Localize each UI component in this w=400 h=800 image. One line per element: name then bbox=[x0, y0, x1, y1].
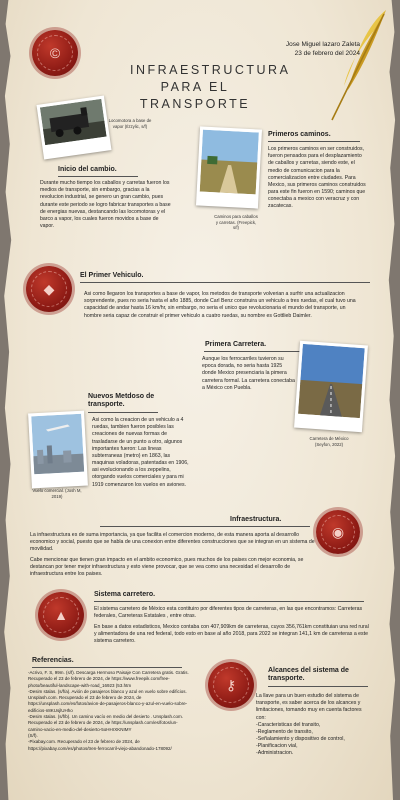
section-heading-alcances: Alcances del sistema de transporte. bbox=[268, 667, 349, 683]
highway-photo bbox=[294, 341, 368, 433]
section-body-carretera: Aunque los ferrocarriles tuvieron su epoca dorada, no seria hasta 1925 donde Mexico presenciaria la pimera carretera formal. La carretera conectaba a México con Puebla. bbox=[202, 356, 295, 391]
author-name: Jose Miguel lazaro Zaleta bbox=[285, 41, 360, 48]
section-heading-nuevos: Nuevos Metdoso de transporte. bbox=[88, 393, 155, 409]
horse-road-caption: Caminos para caballos y carretas. (Freepick, s/f) bbox=[214, 214, 258, 231]
page-title: INFRAESTRUCTURA PARA EL TRANSPORTE bbox=[130, 63, 291, 111]
section-heading-carretera: Primera Carretera. bbox=[205, 341, 267, 348]
horse-road-photo bbox=[196, 126, 262, 208]
highway-caption: Carretera de México (Seyfon, 2022) bbox=[309, 436, 349, 447]
publish-date: 23 de febrero del 2024 bbox=[294, 50, 360, 58]
heading-underline bbox=[88, 412, 158, 413]
arrow-seal-icon: ▲ bbox=[38, 592, 84, 638]
list-item: -Administracion. bbox=[256, 750, 294, 757]
locomotive-photo bbox=[37, 96, 112, 160]
heading-underline bbox=[268, 141, 360, 142]
list-item: -Caracteristicas del transito, bbox=[256, 721, 321, 728]
section-body-infra-2: Cabe mencionar que tienen gran impacto en el ambito economico, pues muchos de los paises con mejor economia, se destancan por tener mejor infraestructura y esto viene provocar, que se vea como una necesidad el desarrollo de infraestructura entre los paises. bbox=[30, 557, 304, 578]
key-seal-icon: ⚷ bbox=[208, 662, 254, 708]
list-item: -Planificacion vial, bbox=[256, 743, 298, 750]
airplane-photo bbox=[28, 411, 88, 489]
section-body-sistema-2: En base a datos estadisticos, Mexico contaba con 407,909km de carreteras, cuyos 356,761km constituian una red rural y alimentadora de una red federal, todo esto en base al año 2018, para 2022 se integran 141,1 km de carreteras a este sistema carretero. bbox=[94, 624, 369, 645]
section-heading-sistema: Sistema carretero. bbox=[94, 591, 156, 598]
list-item: -Reglamento de transito, bbox=[256, 728, 313, 735]
section-body-infra-1: La infraestructura es de suma importancia, ya que facilita el comercion moderno, de esta manera aporta al desarrollo economico y social, puesto que se habla de una conexion entre diferentes construcciones que se integran en un sistema de movilidad. bbox=[30, 532, 315, 553]
airplane-caption: Vuelo comercial. (Josh M, 2019) bbox=[32, 488, 82, 499]
heading-underline bbox=[204, 351, 300, 352]
section-heading-inicio: Inicio del cambio. bbox=[58, 166, 117, 173]
copyright-seal-icon: © bbox=[32, 30, 78, 76]
heading-underline bbox=[32, 667, 182, 668]
references-list bbox=[28, 670, 193, 752]
diamond-seal-icon: ◆ bbox=[26, 266, 72, 312]
reference-entry: -Desim stalas. (s/f/b). Un camino vacío en medio del desierto . Unsplash.com. Recuperado el 23 de febrero de 2024, de https://unsplash.com/es/fotos/un-camino-vacio-en-medio-del-desierto-5oHHrXKNIMY bbox=[28, 714, 184, 732]
list-item: -Señalamiento y dispositivo de control, bbox=[256, 736, 345, 743]
section-body-nuevos: Asi como la creacion de un vehiculo a 4 ruedas, tambien fueron posibles las creaciones de nuevas formas de trasladarse de un punto a otro, algunos importantes fueron: Las lineas subterraneas (metro) en 1863, las maquinas voladoras, patentadas en 1906, asi evolucionando a los zeppelins, otorgando vuelos comerciales y para mi 1919 comenzaron los vuelos en aviones. bbox=[92, 417, 189, 488]
section-body-caminos: Los primeros caminos en ser construidos, fueron pensados para el desplazamiento de caballos y carretas, siendo este, el medio de comunicacion para la comercializacion entre ciudades. Para Mexico, sus primeros caminos construidos para este fin fueron en 1590; caminos que conectaba a mexico con veracruz y con zacatecas. bbox=[268, 146, 366, 210]
camera-seal-icon: ◉ bbox=[316, 510, 360, 554]
section-body-sistema-1: El sistema carretero de México esta contituiro por diferentes tipos de carreteras, en las que encontramos: Carreteras federales, Carreteras Estatales , entre otras. bbox=[94, 606, 363, 620]
locomotive-caption: Locomotora a base de vapor (Ilzzylic, s/f) bbox=[108, 118, 152, 129]
heading-underline bbox=[94, 601, 364, 602]
heading-underline bbox=[100, 526, 310, 527]
reference-entry: -Pixabay.com. Recuperado el 23 de febrero de 2024, de https://pixabay.com/es/photos/tren-ferrocarril-viejo-abandonado-178092/ bbox=[28, 739, 172, 751]
section-body-vehiculo: Asi como llegaron los transportes a base de vapor, los metodos de transporte volverian a surfrir una actualizacion sorprendente, pues no seria hasta el año 1885, donde Carl Benz construira un vehiculo a tres ruedas, el cual tuvo una capacidad de andar hasta 16 km/hr, sin embargo, no seria el unico que revolucionaria el mundo del transporte, un hombre seria capaz de construir el primer vehiculo a cuatro ruedas, su nombre es Gottlieb Daimler. bbox=[84, 291, 356, 319]
author-block bbox=[286, 40, 360, 59]
torn-edge-left bbox=[0, 0, 14, 800]
section-body-alcances: La llave para un buen estudio del sistema de transporte, es saber acerca de los alcances y limitaciones, tomando muy en cuenta factores con: -Caracteristicas del transito, -Reglamento de transito, -Señalamiento y dispositivo de control, -Planificacion vial, -Administracion. bbox=[256, 693, 368, 758]
references-heading: Referencias. bbox=[32, 657, 74, 664]
reference-entry: (S/f). bbox=[28, 732, 38, 738]
heading-underline bbox=[58, 176, 138, 177]
section-body-inicio: Durante mucho tiempo los caballos y carretas fueron los medios de transporte, sin embargo, gracias a la revolucion industrial, se genero un gran cambio, pues durante este periodo se logro fabricar transportes a base de energias nuevas, destancando las locomotoras y el barco a vapor, los cuales fueron movidos a base de vapor. bbox=[40, 180, 171, 230]
quill-icon bbox=[326, 6, 394, 124]
heading-underline bbox=[80, 282, 370, 283]
section-heading-infra: Infraestructura. bbox=[230, 516, 282, 523]
section-heading-vehiculo: El Primer Vehiculo. bbox=[80, 272, 144, 279]
heading-underline bbox=[268, 686, 368, 687]
section-heading-caminos: Primeros caminos. bbox=[268, 131, 331, 138]
reference-entry: -Desim stalas. (s/f/a). Avión de pasajeros blanco y azul en vuelo sobre edificios. Unsplash.com. Recuperado el 23 de febrero de 2024, de https://unsplash.com/es/fotos/avion-de-pasajeros-blanco-y-azul-en-vuelo-sobre-edificios-n8KUsjlUHho bbox=[28, 688, 188, 713]
reference-entry: -Acrivo, F. S, 99m. (s/f). Descarga Hermoso Paisaje Con Carretera gratis. Gratis. Recuperado el 23 de febrero de 2024, de https://www.freepik.com/free-photo/beautiful-landscape-with-road_16923 (53.htm bbox=[28, 670, 189, 688]
